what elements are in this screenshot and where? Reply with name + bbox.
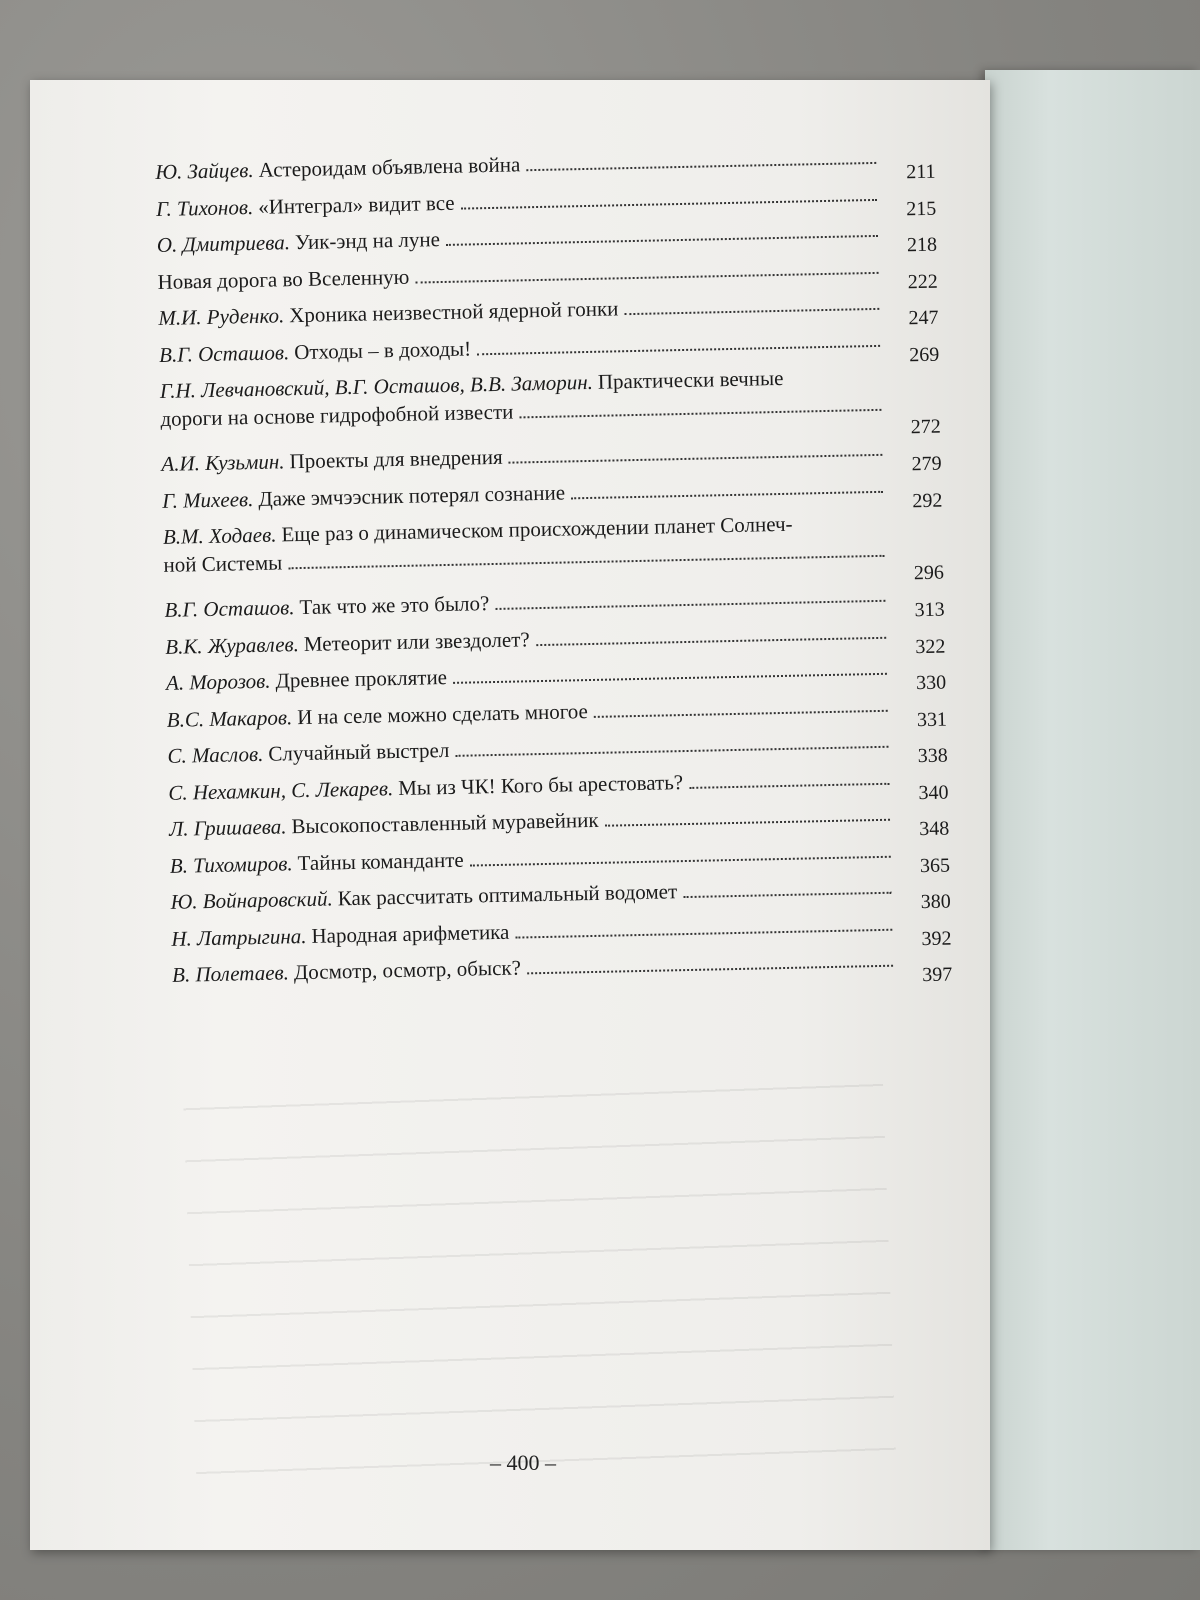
toc-page-number: 222 <box>907 270 938 293</box>
toc-page-number: 338 <box>917 744 948 768</box>
toc-title: Даже эмчээсник потерял сознание <box>258 479 566 511</box>
toc-leader-dots <box>683 892 891 898</box>
toc-title: Как рассчитать оптимальный водомет <box>337 879 678 911</box>
toc-title: Мы из ЧК! Кого бы арестовать? <box>397 769 684 800</box>
toc-author: В.С. Макаров. <box>166 704 293 732</box>
toc-author: Ю. Зайцев. <box>155 157 254 184</box>
toc-leader-dots <box>461 198 877 209</box>
toc-title: Практически вечные <box>597 365 784 394</box>
toc-author: Г.Н. Левчановский, В.Г. Осташов, В.В. Заморин. <box>159 369 594 403</box>
toc-page-number: 392 <box>921 926 952 950</box>
toc-title: Еще раз о динамическом происхождении планет Солнеч- <box>281 511 793 547</box>
toc-title: Новая дорога во Вселенную <box>157 264 410 294</box>
toc-author: А.И. Кузьмин. <box>161 449 285 476</box>
toc-page-number: 296 <box>913 561 945 585</box>
toc-title: Метеорит или звездолет? <box>303 626 530 656</box>
toc-leader-dots <box>446 235 878 246</box>
toc-author: Н. Латрыгина. <box>171 923 307 951</box>
toc-leader-dots <box>526 162 876 171</box>
toc-page-number: 380 <box>920 890 951 914</box>
toc-title: Отходы – в доходы! <box>293 335 472 364</box>
toc-title: Так что же это было? <box>299 591 490 620</box>
toc-page-number: 292 <box>912 489 943 512</box>
toc-leader-dots <box>288 555 884 569</box>
toc-page-number: 331 <box>916 708 948 731</box>
toc-title: Уик-энд на луне <box>294 227 441 255</box>
toc-title-continued: дороги на основе гидрофобной извести <box>160 399 514 431</box>
toc-author: В.М. Ходаев. <box>162 522 277 549</box>
toc-title: Древнее проклятие <box>275 665 448 693</box>
toc-leader-dots <box>571 490 883 499</box>
toc-leader-dots <box>594 709 888 717</box>
toc-leader-dots <box>515 928 892 938</box>
toc-leader-dots <box>455 746 888 757</box>
toc-author: Л. Гришаева. <box>168 814 287 841</box>
toc-leader-dots <box>453 673 887 684</box>
toc-page-number: 340 <box>918 781 949 804</box>
toc-page-number: 272 <box>910 415 942 439</box>
toc-title: Хроника неизвестной ядерной гонки <box>288 296 619 328</box>
toc-leader-dots <box>509 454 883 464</box>
toc-page-number: 397 <box>922 963 953 987</box>
toc-page-number: 215 <box>905 197 937 220</box>
toc-title-continued: ной Системы <box>163 550 283 577</box>
toc-author: М.И. Руденко. <box>158 303 285 330</box>
toc-page-number: 218 <box>906 233 938 257</box>
toc-title: Высокопоставленный муравейник <box>291 807 599 839</box>
toc-author: В.Г. Осташов. <box>158 339 290 367</box>
toc-leader-dots <box>624 308 879 315</box>
toc-page-number: 313 <box>914 598 945 622</box>
toc-leader-dots <box>520 409 882 419</box>
toc-author: В.К. Журавлев. <box>164 631 300 659</box>
toc-title: Случайный выстрел <box>268 737 450 766</box>
toc-title: Проекты для внедрения <box>289 444 503 474</box>
toc-author: В. Тихомиров. <box>169 850 293 878</box>
toc-leader-dots <box>477 344 880 354</box>
toc-title: Астероидам объявлена война <box>258 152 521 182</box>
toc-page-number: 330 <box>915 671 947 695</box>
toc-author: В. Полетаев. <box>171 960 290 987</box>
toc-author: О. Дмитриева. <box>156 230 291 257</box>
toc-leader-dots <box>415 271 878 283</box>
bleed-through-text <box>183 1078 897 1502</box>
toc-leader-dots <box>689 782 889 788</box>
toc-title: «Интеграл» видит все <box>257 190 455 219</box>
toc-author: С. Нехамкин, С. Лекарев. <box>168 775 394 805</box>
toc-leader-dots <box>495 600 885 610</box>
toc-leader-dots <box>536 636 886 645</box>
toc-title: И на селе можно сделать многое <box>296 698 589 729</box>
toc-page-number: 348 <box>918 817 950 841</box>
toc-page-number: 322 <box>915 635 946 658</box>
book-cover <box>985 70 1200 1550</box>
toc-author: Ю. Войнаровский. <box>170 886 333 914</box>
toc-page-number: 365 <box>919 854 951 877</box>
toc-page-number: 279 <box>911 452 942 476</box>
toc-title: Досмотр, осмотр, обыск? <box>293 955 522 985</box>
table-of-contents <box>155 142 952 998</box>
toc-author: Г. Тихонов. <box>155 194 254 221</box>
toc-author: А. Морозов. <box>165 668 271 695</box>
toc-title: Тайны команданте <box>297 847 464 875</box>
toc-page-number: 211 <box>905 160 936 184</box>
toc-leader-dots <box>470 855 891 866</box>
toc-author: В.Г. Осташов. <box>164 595 295 622</box>
toc-author: С. Маслов. <box>167 741 264 768</box>
toc-author: Г. Михеев. <box>161 486 254 513</box>
toc-page-number: 269 <box>909 343 940 366</box>
toc-leader-dots <box>527 965 893 975</box>
toc-page-number: 247 <box>908 306 939 330</box>
toc-leader-dots <box>605 819 890 827</box>
page-footer-number: – 400 – <box>490 1450 556 1475</box>
toc-title: Народная арифметика <box>311 919 510 948</box>
